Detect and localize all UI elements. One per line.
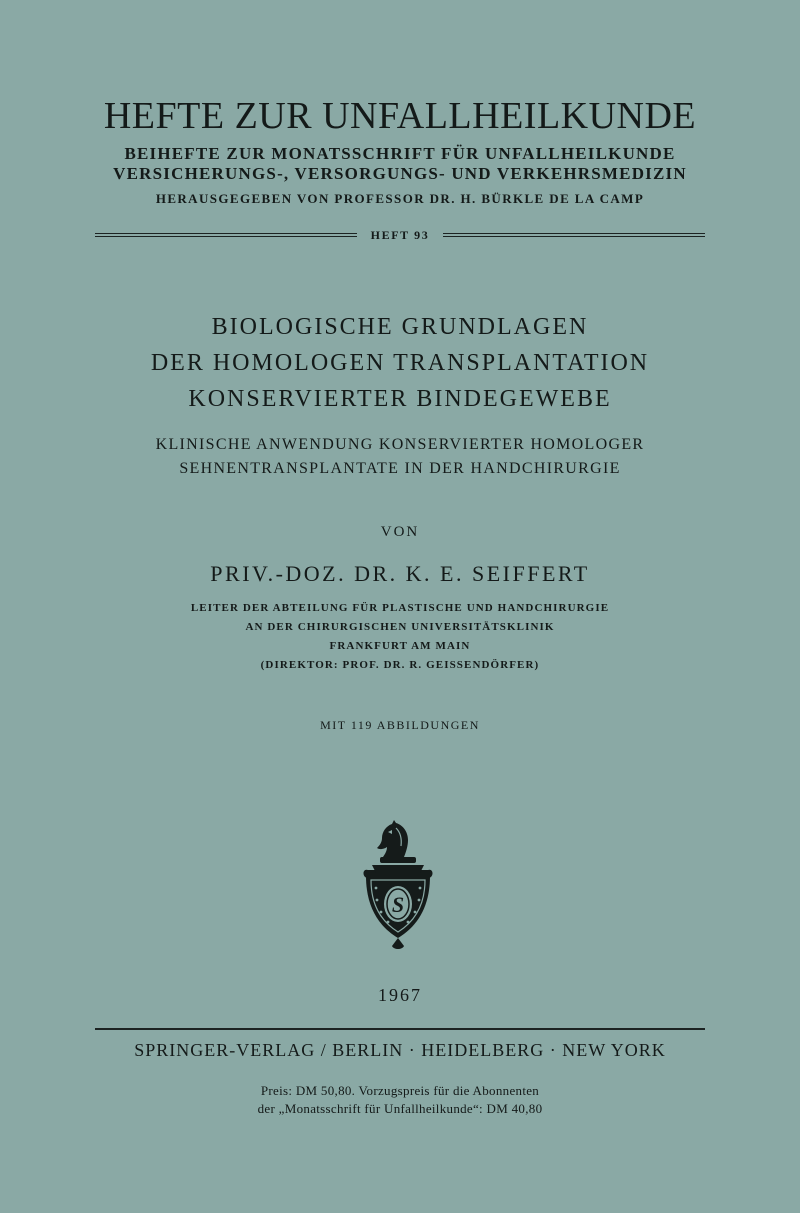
- springer-knight-logo-icon: [358, 818, 438, 952]
- illustrations-note: MIT 119 ABBILDUNGEN: [320, 718, 480, 732]
- book-title-line-3: KONSERVIERTER BINDEGEWEBE: [188, 386, 612, 412]
- series-subtitle-line-1: BEIHEFTE ZUR MONATSSCHRIFT FÜR UNFALLHEILKUNDE: [124, 144, 676, 163]
- logo-letter: S: [391, 892, 405, 917]
- series-editor: HERAUSGEGEBEN VON PROFESSOR DR. H. BÜRKLE DE LA CAMP: [155, 191, 645, 206]
- price-line-1: Preis: DM 50,80. Vorzugspreis für die Abonnenten: [260, 1083, 540, 1098]
- book-subtitle-line-1: KLINISCHE ANWENDUNG KONSERVIERTER HOMOLOGER: [155, 436, 645, 453]
- publisher-imprint: SPRINGER-VERLAG / BERLIN · HEIDELBERG · NEW YORK: [134, 1040, 666, 1060]
- publication-year: 1967: [378, 985, 422, 1005]
- issue-divider: [95, 226, 705, 244]
- author-affiliation-line-4: (DIREKTOR: PROF. DR. R. GEISSENDÖRFER): [260, 659, 540, 671]
- price-line-2: der „Monatsschrift für Unfallheilkunde“: DM 40,80: [257, 1101, 543, 1116]
- author-affiliation-line-1: LEITER DER ABTEILUNG FÜR PLASTISCHE UND HANDCHIRURGIE: [190, 602, 610, 614]
- book-title-line-1: BIOLOGISCHE GRUNDLAGEN: [211, 314, 589, 340]
- issue-number: HEFT 93: [370, 227, 430, 242]
- publisher-rule: [95, 1028, 705, 1030]
- double-rule-left: [95, 233, 357, 237]
- author-affiliation-line-3: FRANKFURT AM MAIN: [329, 640, 471, 652]
- series-subtitle-line-2: VERSICHERUNGS-, VERSORGUNGS- UND VERKEHRSMEDIZIN: [113, 164, 687, 183]
- double-rule-right: [443, 233, 705, 237]
- book-subtitle-line-2: SEHNENTRANSPLANTATE IN DER HANDCHIRURGIE: [179, 460, 621, 477]
- book-title-line-2: DER HOMOLOGEN TRANSPLANTATION: [150, 350, 650, 376]
- author-affiliation-line-2: AN DER CHIRURGISCHEN UNIVERSITÄTSKLINIK: [245, 621, 555, 633]
- series-title: HEFTE ZUR UNFALLHEILKUNDE: [103, 95, 697, 137]
- author-name: PRIV.-DOZ. DR. K. E. SEIFFERT: [210, 561, 590, 586]
- by-label: VON: [380, 524, 420, 540]
